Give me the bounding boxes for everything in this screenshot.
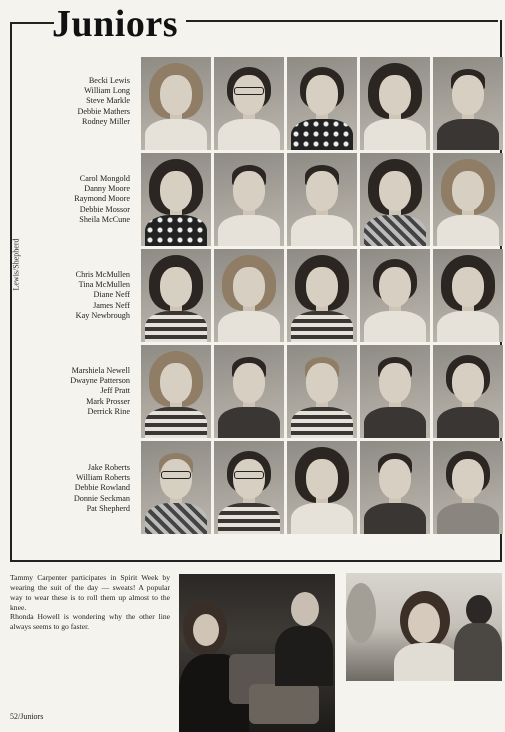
candid-photo-spirit-week (179, 574, 335, 732)
student-portrait (433, 249, 503, 342)
student-portrait (214, 345, 284, 438)
student-portrait (214, 249, 284, 342)
student-name: Jeff Pratt (100, 386, 130, 396)
student-name: Dwayne Patterson (70, 376, 130, 386)
student-portrait (287, 153, 357, 246)
student-name: Pat Shepherd (86, 503, 130, 513)
page-title: Juniors (52, 3, 178, 45)
student-name: Raymond Moore (74, 194, 130, 204)
student-portrait (433, 153, 503, 246)
frame-bottom-rule (10, 560, 502, 562)
student-name: Donnie Seckman (73, 493, 130, 503)
student-portrait (287, 249, 357, 342)
student-portrait (360, 153, 430, 246)
student-portrait (141, 249, 211, 342)
names-row-1 (40, 76, 130, 127)
student-name: James Neff (93, 300, 130, 310)
student-portrait (287, 441, 357, 534)
student-portrait (214, 153, 284, 246)
student-portrait (287, 57, 357, 150)
student-portrait (141, 153, 211, 246)
student-name: Sheila McCune (79, 214, 130, 224)
names-row-3 (40, 270, 130, 321)
student-name: William Long (84, 86, 130, 96)
student-name: Derrick Rine (87, 406, 130, 416)
student-name: Steve Markle (86, 96, 130, 106)
student-portrait (287, 345, 357, 438)
student-portrait (214, 441, 284, 534)
student-name: Jake Roberts (87, 463, 130, 472)
student-portrait (433, 441, 503, 534)
page-folio: 52/Juniors (10, 712, 44, 721)
names-row-2 (40, 174, 130, 225)
student-portrait (141, 441, 211, 534)
names-row-4 (40, 366, 130, 417)
student-name: Rodney Miller (82, 116, 130, 126)
side-credit: Lewis/Shepherd (11, 238, 21, 291)
student-name: Chris McMullen (75, 270, 130, 279)
student-portrait (360, 249, 430, 342)
student-portrait (141, 345, 211, 438)
student-name: Tina McMullen (78, 280, 130, 290)
student-name: William Roberts (75, 473, 130, 483)
student-name: Marshiela Newell (71, 366, 130, 375)
student-name: Danny Moore (84, 184, 130, 194)
student-name: Diane Neff (93, 290, 130, 300)
student-portrait (360, 57, 430, 150)
candid-photo-lunch-line (346, 573, 502, 681)
student-name: Debbie Mossor (79, 204, 130, 214)
student-name: Debbie Mathers (77, 106, 130, 116)
student-name: Kay Newbrough (75, 310, 130, 320)
student-portrait (433, 57, 503, 150)
title-rule-left (10, 22, 54, 24)
caption-spirit-week: Tammy Carpenter participates in Spirit Week by wearing the suit of the day — sweats! A popular way to wear these is to roll them up almost to the knee. (10, 573, 170, 612)
student-name: Becki Lewis (88, 76, 130, 85)
student-name: Debbie Rowland (74, 483, 130, 493)
student-portrait (360, 345, 430, 438)
student-portrait (360, 441, 430, 534)
student-portrait (141, 57, 211, 150)
student-name: Mark Prosser (86, 396, 130, 406)
names-row-5 (40, 463, 130, 514)
caption-line: Rhonda Howell is wondering why the other line always seems to go faster. (10, 612, 170, 631)
student-portrait (433, 345, 503, 438)
student-portrait (214, 57, 284, 150)
student-name: Carol Mongold (79, 174, 130, 183)
title-rule-right (186, 20, 498, 22)
